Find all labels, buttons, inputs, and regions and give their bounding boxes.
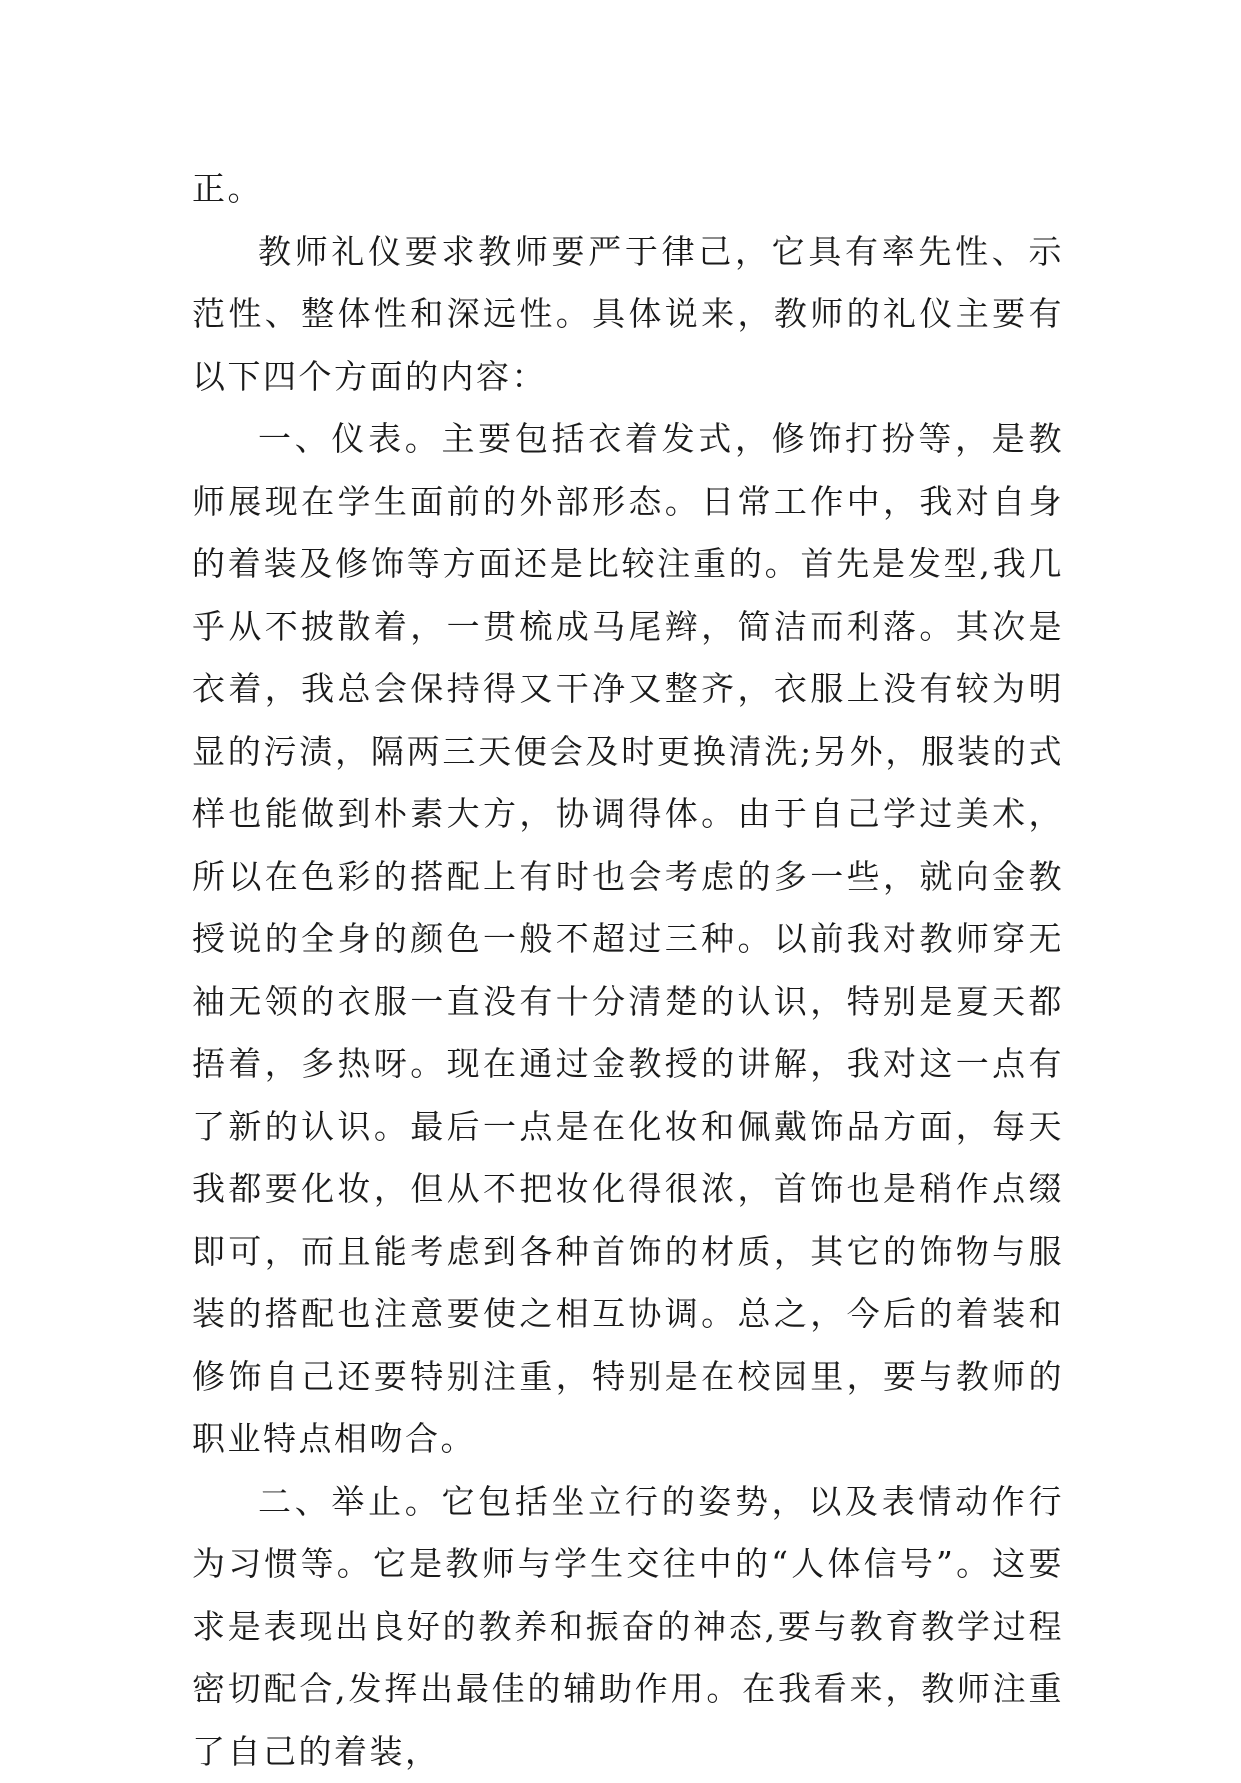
document-body (192, 158, 1064, 1783)
paragraph-manners: 二、举止。它包括坐立行的姿势，以及表情动作行为习惯等。它是教师与学生交往中的“人体信号”。这要求是表现出良好的教养和振奋的神态,要与教育教学过程密切配合,发挥出最佳的辅助作用。在我看来，教师注重了自己的着装， (192, 1471, 1064, 1783)
paragraph-intro: 教师礼仪要求教师要严于律己，它具有率先性、示范性、整体性和深远性。具体说来，教师的礼仪主要有以下四个方面的内容： (192, 221, 1064, 409)
paragraph-continuation: 正。 (192, 158, 1064, 221)
paragraph-appearance: 一、仪表。主要包括衣着发式，修饰打扮等，是教师展现在学生面前的外部形态。日常工作中，我对自身的着装及修饰等方面还是比较注重的。首先是发型,我几乎从不披散着，一贯梳成马尾辫，简洁而利落。其次是衣着，我总会保持得又干净又整齐，衣服上没有较为明显的污渍，隔两三天便会及时更换清洗;另外，服装的式样也能做到朴素大方，协调得体。由于自己学过美术，所以在色彩的搭配上有时也会考虑的多一些，就向金教授说的全身的颜色一般不超过三种。以前我对教师穿无袖无领的衣服一直没有十分清楚的认识，特别是夏天都捂着，多热呀。现在通过金教授的讲解，我对这一点有了新的认识。最后一点是在化妆和佩戴饰品方面，每天我都要化妆，但从不把妆化得很浓，首饰也是稍作点缀即可，而且能考虑到各种首饰的材质，其它的饰物与服装的搭配也注意要使之相互协调。总之，今后的着装和修饰自己还要特别注重，特别是在校园里，要与教师的职业特点相吻合。 (192, 408, 1064, 1471)
